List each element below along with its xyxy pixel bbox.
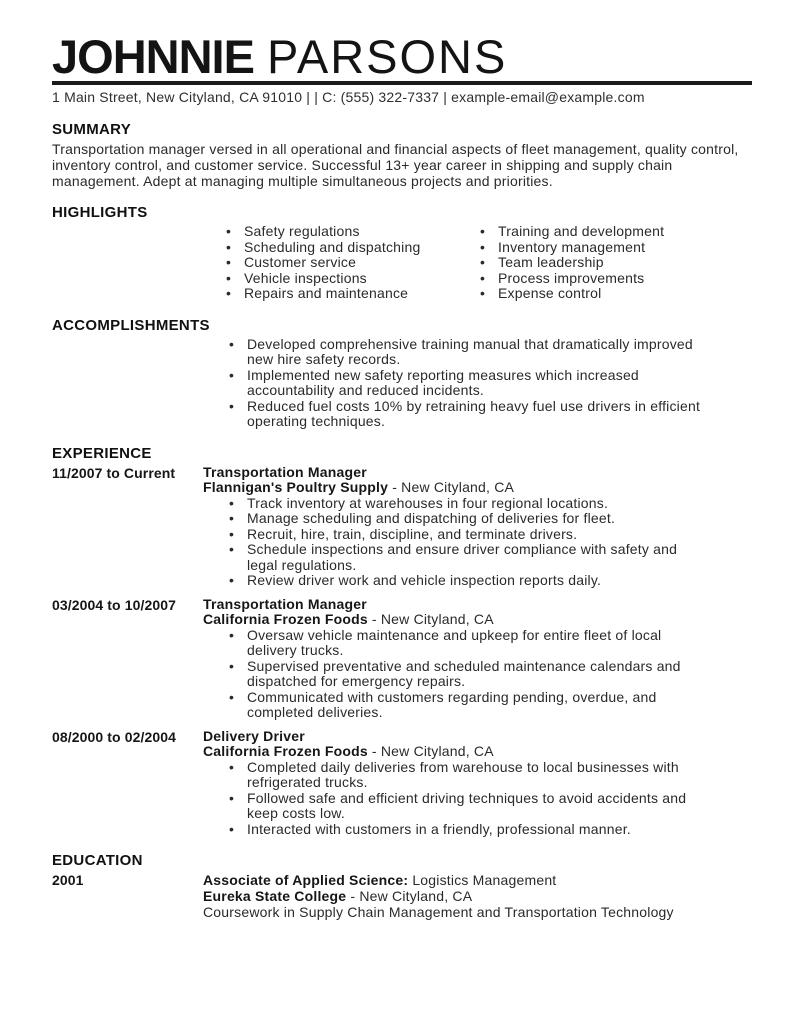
highlights-column-1: [224, 224, 478, 302]
list-item: • Schedule inspections and ensure driver compliance with safety and legal regulations.: [227, 542, 702, 573]
job-entry-2: [52, 597, 752, 721]
job-company-line: [203, 612, 752, 628]
education-school-line: [203, 888, 752, 904]
job-location: - New Cityland, CA: [367, 743, 494, 759]
list-item: • Safety regulations: [224, 224, 478, 240]
experience-heading: EXPERIENCE: [52, 444, 152, 462]
list-item: • Interacted with customers in a friendly, professional manner.: [227, 822, 702, 838]
summary-heading: SUMMARY: [52, 121, 132, 138]
highlights-heading: HIGHLIGHTS: [52, 204, 148, 221]
job-details: [203, 597, 752, 721]
list-item: • Customer service: [224, 255, 478, 271]
section-education: [52, 852, 752, 920]
education-year: 2001: [52, 872, 84, 888]
education-field: Logistics Management: [408, 872, 557, 888]
education-details: [203, 872, 752, 920]
job-details: [203, 729, 752, 838]
list-item: • Implemented new safety reporting measures which increased accountability and reduced incidents.: [227, 368, 717, 399]
job-role: Transportation Manager: [203, 463, 367, 480]
section-experience: [52, 445, 752, 838]
list-item: • Training and development: [478, 224, 664, 240]
section-summary: [52, 121, 752, 189]
job-bullet-list: [227, 628, 752, 721]
page-title: [52, 30, 752, 83]
job-location: - New Cityland, CA: [367, 611, 494, 627]
resume-header: [52, 30, 752, 106]
last-name: PARSONS: [267, 30, 508, 83]
summary-text: Transportation manager versed in all operational and financial aspects of fleet management, quality control, inventory control, and customer service. Successful 13+ year career in shipping and supply chain management. Adept at managing multiple simultaneous projects and priorities.: [52, 141, 739, 189]
education-school-location: - New Cityland, CA: [346, 888, 473, 904]
first-name: JOHNNIE: [52, 30, 254, 83]
accomplishments-heading: ACCOMPLISHMENTS: [52, 316, 210, 334]
section-highlights: [52, 204, 752, 302]
job-location: - New Cityland, CA: [388, 479, 515, 495]
education-coursework: Coursework in Supply Chain Management and Transportation Technology: [203, 904, 674, 920]
list-item: • Manage scheduling and dispatching of deliveries for fleet.: [227, 511, 702, 527]
job-bullet-list: [227, 760, 752, 838]
list-item: • Scheduling and dispatching: [224, 240, 478, 256]
highlights-columns: [224, 224, 752, 302]
job-entry-3: [52, 729, 752, 838]
job-dates: 11/2007 to Current: [52, 464, 176, 481]
list-item: • Recruit, hire, train, discipline, and terminate drivers.: [227, 527, 702, 543]
education-school: Eureka State College: [203, 888, 347, 904]
education-heading: EDUCATION: [52, 852, 143, 869]
list-item: • Track inventory at warehouses in four regional locations.: [227, 496, 702, 512]
list-item: • Review driver work and vehicle inspection reports daily.: [227, 573, 702, 589]
list-item: • Vehicle inspections: [224, 271, 478, 287]
highlights-column-2: [478, 224, 664, 302]
section-accomplishments: [52, 317, 752, 430]
list-item: • Team leadership: [478, 255, 664, 271]
job-entry-1: [52, 465, 752, 589]
job-role: Delivery Driver: [203, 727, 305, 744]
job-company: California Frozen Foods: [203, 611, 368, 627]
job-company-line: [203, 744, 752, 760]
list-item: • Process improvements: [478, 271, 664, 287]
job-company: Flannigan's Poultry Supply: [203, 479, 389, 495]
list-item: • Supervised preventative and scheduled maintenance calendars and dispatched for emergency repairs.: [227, 659, 702, 690]
list-item: • Oversaw vehicle maintenance and upkeep for entire fleet of local delivery trucks.: [227, 628, 702, 659]
list-item: • Completed daily deliveries from warehouse to local businesses with refrigerated trucks.: [227, 760, 702, 791]
education-entry: [52, 872, 752, 920]
list-item: • Developed comprehensive training manual that dramatically improved new hire safety records.: [227, 337, 717, 368]
list-item: • Reduced fuel costs 10% by retraining heavy fuel use drivers in efficient operating techniques.: [227, 399, 717, 430]
education-degree: Associate of Applied Science:: [203, 872, 409, 888]
education-degree-line: [203, 872, 752, 888]
contact-line: 1 Main Street, New Cityland, CA 91010 | | C: (555) 322-7337 | example-email@example.com: [52, 89, 645, 105]
list-item: • Inventory management: [478, 240, 664, 256]
list-item: • Repairs and maintenance: [224, 286, 478, 302]
job-company-line: [203, 480, 752, 496]
job-dates: 03/2004 to 10/2007: [52, 596, 177, 613]
list-item: • Communicated with customers regarding pending, overdue, and completed deliveries.: [227, 690, 702, 721]
list-item: • Followed safe and efficient driving techniques to avoid accidents and keep costs low.: [227, 791, 702, 822]
job-bullet-list: [227, 496, 752, 589]
job-role: Transportation Manager: [203, 595, 367, 612]
accomplishments-list: [227, 337, 752, 430]
list-item: • Expense control: [478, 286, 664, 302]
job-dates: 08/2000 to 02/2004: [52, 728, 177, 745]
job-details: [203, 465, 752, 589]
job-company: California Frozen Foods: [203, 743, 368, 759]
